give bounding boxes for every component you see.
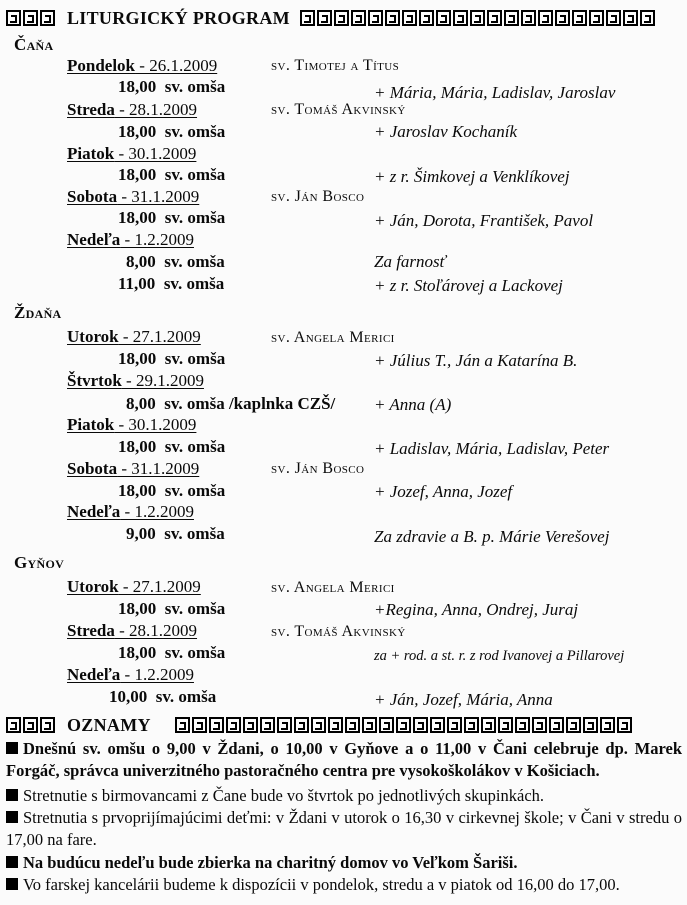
mass-time: 18,00 sv. omša [118,122,226,141]
mass-time: 9,00 sv. omša [126,524,225,543]
mass-intention: + Ján, Dorota, František, Pavol [374,211,594,230]
day-heading: Sobota - 31.1.2009 [67,187,200,206]
mass-time: 18,00 sv. omša [118,77,226,96]
mass-intention: + Jozef, Anna, Jozef [374,482,513,501]
day-heading: Streda - 28.1.2009 [67,100,198,119]
day-heading: Piatok - 30.1.2009 [67,415,197,434]
announcement-item: Na budúcu nedeľu bude zbierka na charitný domov vo Veľkom Šariši. [6,852,682,874]
mass-time: 8,00 sv. omša /kaplnka CZŠ/ [126,394,336,413]
mass-time: 18,00 sv. omša [118,349,226,368]
mass-time: 18,00 sv. omša [118,165,226,184]
saint-name: sv. Ján Bosco [271,460,365,477]
mass-time: 18,00 sv. omša [118,599,226,618]
announcement-item: Stretnutie s birmovancami z Čane bude vo štvrtok po jednotlivých skupinkách. [6,785,682,807]
bullet-square-icon [6,789,18,801]
mass-time: 18,00 sv. omša [118,437,226,456]
mass-intention: +Regina, Anna, Ondrej, Juraj [374,600,579,619]
saint-name: sv. Ján Bosco [271,188,365,205]
mass-intention: + Ladislav, Mária, Ladislav, Peter [374,439,610,458]
section-gynov: Gyňov [14,553,65,572]
mass-time: 11,00 sv. omša [118,274,225,293]
saint-name: sv. Angela Merici [271,579,395,596]
day-heading: Piatok - 30.1.2009 [67,144,197,163]
mass-time: 10,00 sv. omša [109,687,217,706]
day-heading: Nedeľa - 1.2.2009 [67,665,194,684]
announcement-item: Stretnutia s prvoprijímajúcimi deťmi: v Ždani v utorok o 16,30 v cirkevnej škole; v Čani v stredu o 17,00 na fare. [6,808,682,849]
saint-name: sv. Tomáš Akvinský [271,101,406,118]
mass-intention: + z r. Šimkovej a Venklíkovej [374,167,570,186]
mass-intention: Za farnosť [374,252,446,271]
bullet-square-icon [6,856,18,868]
mass-time: 18,00 sv. omša [118,208,226,227]
mass-intention: Za zdravie a B. p. Márie Verešovej [374,527,610,546]
day-heading: Pondelok - 26.1.2009 [67,56,218,75]
mass-time: 8,00 sv. omša [126,252,225,271]
mass-time: 18,00 sv. omša [118,643,226,662]
greek-key-ornament-right [300,10,655,26]
greek-key-ornament-left [6,717,55,733]
mass-intention: + Július T., Ján a Katarína B. [374,351,578,370]
bullet-square-icon [6,811,18,823]
day-heading: Streda - 28.1.2009 [67,621,198,640]
mass-time: 18,00 sv. omša [118,481,226,500]
day-heading: Nedeľa - 1.2.2009 [67,502,194,521]
section-cana: Čaňa [14,35,54,54]
bullet-square-icon [6,742,18,754]
announcements-title: OZNAMY [67,714,151,735]
mass-intention: za + rod. a st. r. z rod Ivanovej a Pillarovej [374,648,625,664]
section-zdana: Ždaňa [14,303,62,322]
announcements-header [6,712,632,738]
day-heading: Štvrtok - 29.1.2009 [67,371,204,390]
mass-intention: + z r. Stoľárovej a Lackovej [374,276,563,295]
saint-name: sv. Angela Merici [271,329,395,346]
greek-key-ornament-left [6,10,55,26]
program-title: LITURGICKÝ PROGRAM [67,7,290,28]
day-heading: Utorok - 27.1.2009 [67,327,201,346]
announcement-item: Dnešnú sv. omšu o 9,00 v Ždani, o 10,00 v Gyňove a o 11,00 v Čani celebruje dp. Marek Forgáč, správca univerzitného pastoračného centra pre vysokoškolákov v Košiciach. [6,739,682,780]
day-heading: Sobota - 31.1.2009 [67,459,200,478]
mass-intention: + Ján, Jozef, Mária, Anna [374,690,553,709]
day-heading: Utorok - 27.1.2009 [67,577,201,596]
bullet-square-icon [6,878,18,890]
saint-name: sv. Tomáš Akvinský [271,623,406,640]
greek-key-ornament-right [175,717,632,733]
mass-intention: + Mária, Mária, Ladislav, Jaroslav [374,83,616,102]
program-header [6,5,655,31]
announcement-item: Vo farskej kancelárii budeme k dispozícii v pondelok, stredu a v piatok od 16,00 do 17,00. [6,874,682,896]
mass-intention: + Jaroslav Kochaník [374,122,518,141]
day-heading: Nedeľa - 1.2.2009 [67,230,194,249]
mass-intention: + Anna (A) [374,395,452,414]
saint-name: sv. Timotej a Títus [271,57,400,74]
